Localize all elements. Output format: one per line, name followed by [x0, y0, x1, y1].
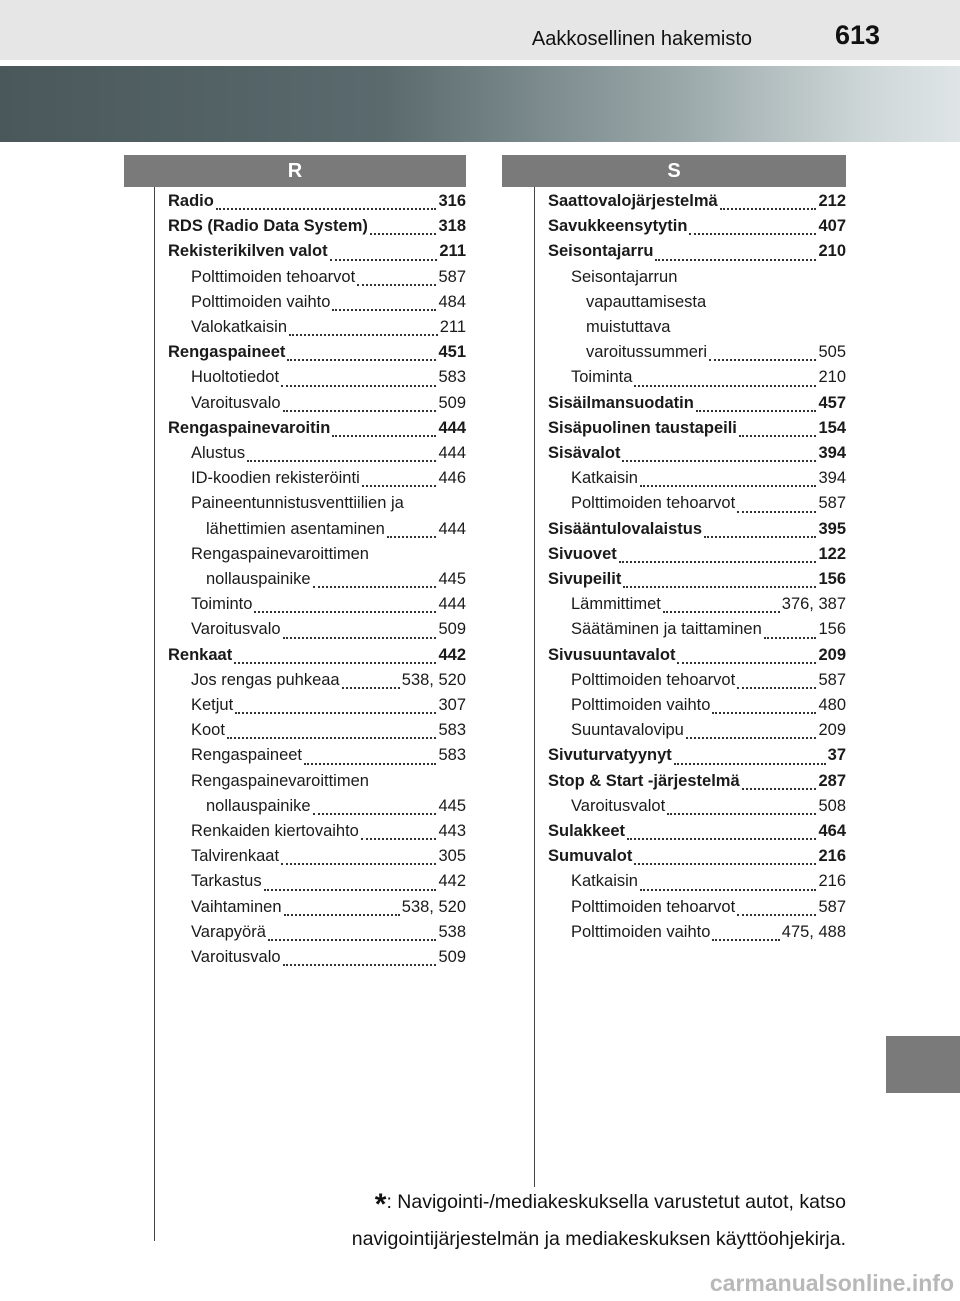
index-entry: [168, 869, 466, 894]
page-ref: 209: [818, 645, 846, 664]
page-ref: 394: [818, 469, 846, 488]
index-entry: [168, 391, 466, 416]
page-ref: 394: [818, 444, 846, 463]
index-entry: [168, 895, 466, 920]
index-entry: [548, 315, 846, 340]
index-term: Katkaisin: [571, 469, 638, 488]
dot-leader: [712, 938, 779, 941]
dot-leader: [622, 459, 816, 462]
index-term: RDS (Radio Data System): [168, 217, 368, 236]
index-term: Sivupeilit: [548, 570, 622, 589]
index-term: Polttimoiden vaihto: [191, 292, 331, 311]
index-term: Polttimoiden tehoarvot: [571, 670, 736, 689]
index-term: Sivuovet: [548, 544, 617, 563]
page-ref: 538: [438, 922, 466, 941]
index-term: Katkaisin: [571, 872, 638, 891]
header-title: Aakkosellinen hakemisto: [531, 28, 752, 50]
dot-leader: [696, 409, 817, 412]
dot-leader: [361, 837, 437, 840]
page-ref: 407: [818, 217, 846, 236]
index-entry: [168, 617, 466, 642]
index-term: vapauttamisesta: [586, 292, 707, 311]
dot-leader: [709, 358, 816, 361]
dot-leader: [235, 711, 436, 714]
index-term: Paineentunnistusventtiilien ja: [191, 494, 404, 513]
page-ref: 583: [438, 368, 466, 387]
page-ref: 395: [818, 519, 846, 538]
index-entry: [548, 340, 846, 365]
page-ref: 509: [438, 948, 466, 967]
index-entry: [548, 265, 846, 290]
index-entry: [168, 340, 466, 365]
page-ref: 538, 520: [401, 897, 466, 916]
page-ref: 475, 488: [781, 922, 846, 941]
dot-leader: [737, 686, 816, 689]
index-entry: [168, 466, 466, 491]
index-entry: [548, 239, 846, 264]
page-ref: 210: [818, 242, 846, 261]
footnote-marker: *: [374, 1188, 387, 1221]
index-term: Rengaspainevaroittimen: [191, 771, 369, 790]
dot-leader: [216, 207, 437, 210]
index-entry: [548, 643, 846, 668]
index-entry: [548, 819, 846, 844]
dot-leader: [289, 333, 438, 336]
dot-leader: [330, 258, 438, 261]
dot-leader: [742, 787, 817, 790]
index-term: Polttimoiden tehoarvot: [191, 267, 356, 286]
index-entry: [548, 769, 846, 794]
index-term: Radio: [168, 192, 214, 210]
page-ref: 216: [818, 872, 846, 891]
footnote-line-2: navigointijärjestelmän ja mediakeskuksen käyttöohjekirja.: [351, 1228, 846, 1250]
index-term: Sisäpuolinen taustapeili: [548, 418, 737, 437]
index-term: Renkaiden kiertovaihto: [191, 822, 359, 841]
page-ref: 444: [438, 444, 466, 463]
page-ref: 156: [818, 620, 846, 639]
page-ref: 442: [438, 872, 466, 891]
dot-leader: [674, 762, 826, 765]
index-entry: [168, 643, 466, 668]
page-ref: 509: [438, 620, 466, 639]
index-entry: [168, 315, 466, 340]
index-entry: [548, 567, 846, 592]
index-entry: [548, 844, 846, 869]
dot-leader: [268, 938, 437, 941]
dot-leader: [281, 862, 436, 865]
dot-leader: [254, 610, 436, 613]
index-term: Stop & Start -järjestelmä: [548, 771, 740, 790]
dot-leader: [234, 661, 436, 664]
index-entry: [168, 189, 466, 214]
index-entry: [168, 214, 466, 239]
dot-leader: [304, 762, 436, 765]
index-term: Polttimoiden tehoarvot: [571, 897, 736, 916]
dot-leader: [281, 384, 436, 387]
index-term: Toiminta: [571, 368, 633, 387]
index-term: Polttimoiden vaihto: [571, 696, 711, 715]
page-ref: 451: [438, 343, 466, 362]
index-entry: [168, 920, 466, 945]
dot-leader: [623, 585, 816, 588]
index-term: Koot: [191, 721, 225, 740]
index-term: Seisontajarru: [548, 242, 654, 261]
page-ref: 480: [818, 696, 846, 715]
index-term: nollauspainike: [206, 796, 311, 815]
dot-leader: [332, 434, 436, 437]
index-term: Rengaspainevaroittimen: [191, 544, 369, 563]
index-entry: [548, 542, 846, 567]
dot-leader: [313, 812, 437, 815]
index-term: Valokatkaisin: [191, 318, 287, 337]
footnote: [352, 1185, 846, 1256]
page-ref: 587: [818, 494, 846, 513]
index-entry: [548, 391, 846, 416]
index-term: Renkaat: [168, 645, 233, 664]
index-entry: [548, 794, 846, 819]
dot-leader: [663, 610, 780, 613]
page-ref: 316: [438, 192, 466, 210]
footnote-line-1: : Navigointi-/mediakeskuksella varustetut autot, katso: [386, 1191, 846, 1213]
dot-leader: [737, 913, 816, 916]
page-ref: 212: [818, 192, 846, 210]
section-header-s: S: [502, 155, 846, 187]
page-ref: 509: [438, 393, 466, 412]
dot-leader: [737, 510, 816, 513]
index-term: Saattovalojärjestelmä: [548, 192, 718, 210]
dot-leader: [264, 888, 437, 891]
index-term: Tarkastus: [191, 872, 262, 891]
page-ref: 154: [818, 418, 846, 437]
index-entry: [168, 743, 466, 768]
index-entry: [548, 869, 846, 894]
page-ref: 505: [818, 343, 846, 362]
dot-leader: [362, 484, 437, 487]
index-entry: [168, 441, 466, 466]
page-ref: 442: [438, 645, 466, 664]
index-term: muistuttava: [586, 318, 671, 337]
index-entry: [548, 668, 846, 693]
dot-leader: [284, 913, 400, 916]
index-term: Huoltotiedot: [191, 368, 280, 387]
index-entry: [548, 920, 846, 945]
index-entry: [168, 693, 466, 718]
index-entry: [168, 491, 466, 516]
section-header-r: R: [124, 155, 466, 187]
index-entry: [548, 491, 846, 516]
index-entry: [548, 466, 846, 491]
page-ref: 538, 520: [401, 670, 466, 689]
dot-leader: [686, 736, 817, 739]
index-entry: [548, 365, 846, 390]
page-ref: 444: [438, 595, 466, 614]
index-term: Sivuturvatyynyt: [548, 746, 672, 765]
dot-leader: [370, 232, 437, 235]
page-ref: 376, 387: [781, 595, 846, 614]
index-term: Rengaspaineet: [191, 746, 303, 765]
page-ref: 156: [818, 570, 846, 589]
dot-leader: [689, 232, 816, 235]
index-term: Jos rengas puhkeaa: [191, 670, 340, 689]
dot-leader: [720, 207, 817, 210]
dot-leader: [704, 535, 816, 538]
index-entry: [168, 265, 466, 290]
page-ref: 209: [818, 721, 846, 740]
index-term: varoitussummeri: [586, 343, 708, 362]
dot-leader: [247, 459, 436, 462]
index-term: Varoitusvalot: [571, 796, 666, 815]
index-term: nollauspainike: [206, 570, 311, 589]
dot-leader: [313, 585, 437, 588]
index-term: Polttimoiden vaihto: [571, 922, 711, 941]
index-entry: [168, 592, 466, 617]
index-entry: [548, 189, 846, 214]
index-entry: [168, 290, 466, 315]
index-term: Toiminto: [191, 595, 253, 614]
column-rule-left: [154, 187, 155, 1241]
index-term: Varoitusvalo: [191, 948, 281, 967]
dot-leader: [655, 258, 816, 261]
page-ref: 484: [438, 292, 466, 311]
index-term: Varapyörä: [191, 922, 266, 941]
index-term: Rengaspainevaroitin: [168, 418, 331, 437]
dot-leader: [677, 661, 816, 664]
index-entry: [168, 668, 466, 693]
index-column-s: [548, 189, 846, 945]
page-ref: 583: [438, 746, 466, 765]
index-entry: [548, 743, 846, 768]
dot-leader: [640, 888, 817, 891]
dot-leader: [764, 636, 817, 639]
dot-leader: [739, 434, 817, 437]
dot-leader: [627, 837, 816, 840]
page-ref: 587: [818, 897, 846, 916]
index-entry: [168, 517, 466, 542]
index-entry: [548, 895, 846, 920]
index-term: Alustus: [191, 444, 246, 463]
dot-leader: [667, 812, 816, 815]
index-entry: [548, 617, 846, 642]
index-term: Polttimoiden tehoarvot: [571, 494, 736, 513]
dot-leader: [287, 358, 436, 361]
index-entry: [168, 945, 466, 970]
index-term: Varoitusvalo: [191, 620, 281, 639]
index-term: Varoitusvalo: [191, 393, 281, 412]
page-ref: 210: [818, 368, 846, 387]
dot-leader: [357, 283, 436, 286]
watermark: carmanualsonline.info: [709, 1270, 954, 1296]
index-entry: [168, 819, 466, 844]
index-entry: [548, 517, 846, 542]
page-ref: 37: [827, 746, 846, 765]
page-ref: 444: [438, 418, 466, 437]
index-entry: [548, 693, 846, 718]
index-entry: [168, 844, 466, 869]
index-entry: [548, 214, 846, 239]
page-ref: 443: [438, 822, 466, 841]
dot-leader: [640, 484, 817, 487]
index-entry: [168, 239, 466, 264]
page-ref: 305: [438, 847, 466, 866]
index-column-r: [168, 189, 466, 970]
index-term: Suuntavalovipu: [571, 721, 684, 740]
page-ref: 446: [438, 469, 466, 488]
page-number: 613: [834, 20, 880, 50]
page-ref: 583: [438, 721, 466, 740]
page-ref: 445: [438, 796, 466, 815]
index-term: Säätäminen ja taittaminen: [571, 620, 762, 639]
header-bar: [0, 0, 960, 60]
header-banner: [0, 66, 960, 142]
page-ref: 445: [438, 570, 466, 589]
page-ref: 444: [438, 519, 466, 538]
index-entry: [168, 416, 466, 441]
dot-leader: [283, 636, 437, 639]
dot-leader: [619, 560, 817, 563]
index-entry: [168, 365, 466, 390]
index-term: Sumuvalot: [548, 847, 633, 866]
index-term: Sulakkeet: [548, 822, 626, 841]
dot-leader: [227, 736, 437, 739]
page-ref: 122: [818, 544, 846, 563]
index-term: Rekisterikilven valot: [168, 242, 328, 261]
index-entry: [168, 769, 466, 794]
column-rule-middle: [534, 187, 535, 1187]
page-ref: 211: [439, 318, 466, 337]
page-ref: 287: [818, 771, 846, 790]
index-term: Talvirenkaat: [191, 847, 280, 866]
index-term: Seisontajarrun: [571, 267, 678, 286]
dot-leader: [283, 409, 437, 412]
index-term: Savukkeensytytin: [548, 217, 688, 236]
dot-leader: [387, 535, 437, 538]
index-entry: [548, 592, 846, 617]
index-entry: [548, 718, 846, 743]
index-entry: [168, 794, 466, 819]
page-ref: 457: [818, 393, 846, 412]
index-term: Sisääntulovalaistus: [548, 519, 703, 538]
index-entry: [548, 290, 846, 315]
page-ref: 216: [818, 847, 846, 866]
index-term: Ketjut: [191, 696, 234, 715]
index-term: Vaihtaminen: [191, 897, 282, 916]
page-ref: 464: [818, 822, 846, 841]
dot-leader: [342, 686, 400, 689]
page-ref: 318: [438, 217, 466, 236]
page-ref: 211: [439, 242, 466, 261]
dot-leader: [634, 384, 816, 387]
index-entry: [168, 567, 466, 592]
dot-leader: [634, 862, 816, 865]
index-entry: [548, 441, 846, 466]
index-term: Lämmittimet: [571, 595, 661, 614]
index-term: Rengaspaineet: [168, 343, 286, 362]
index-entry: [168, 542, 466, 567]
page-ref: 587: [818, 670, 846, 689]
index-term: Sivusuuntavalot: [548, 645, 676, 664]
dot-leader: [712, 711, 816, 714]
index-term: Sisäilmansuodatin: [548, 393, 694, 412]
index-term: lähettimien asentaminen: [206, 519, 385, 538]
index-entry: [168, 718, 466, 743]
index-term: ID-koodien rekisteröinti: [191, 469, 360, 488]
dot-leader: [283, 963, 437, 966]
page-ref: 587: [438, 267, 466, 286]
page-ref: 307: [438, 696, 466, 715]
section-thumb-tab: [886, 1036, 960, 1093]
index-entry: [548, 416, 846, 441]
index-term: Sisävalot: [548, 444, 621, 463]
page-ref: 508: [818, 796, 846, 815]
dot-leader: [332, 308, 436, 311]
